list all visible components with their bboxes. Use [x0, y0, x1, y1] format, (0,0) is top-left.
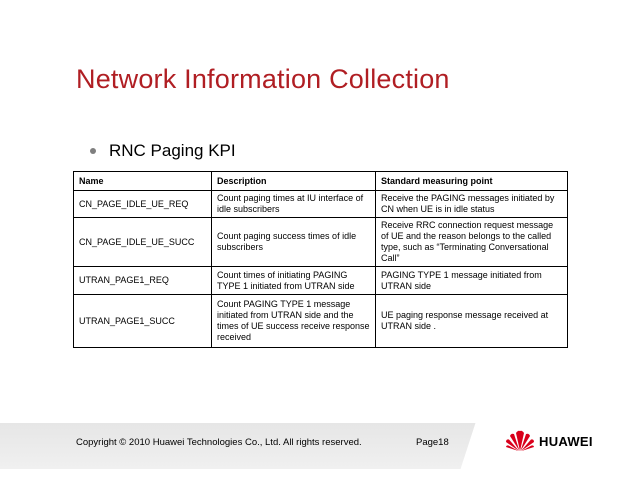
bullet-dot-icon — [90, 148, 96, 154]
cell-name: CN_PAGE_IDLE_UE_SUCC — [74, 218, 212, 267]
cell-description: Count PAGING TYPE 1 message initiated from UTRAN side and the times of UE success receive response received — [212, 295, 376, 348]
cell-measuring-point: PAGING TYPE 1 message initiated from UTRAN side — [376, 267, 568, 295]
huawei-flower-icon — [505, 430, 535, 452]
huawei-logo — [505, 430, 593, 452]
kpi-table — [73, 171, 568, 348]
cell-description: Count paging times at IU interface of idle subscribers — [212, 191, 376, 218]
cell-measuring-point: UE paging response message received at UTRAN side . — [376, 295, 568, 348]
header-measuring-point: Standard measuring point — [376, 172, 568, 191]
cell-name: CN_PAGE_IDLE_UE_REQ — [74, 191, 212, 218]
page-number: Page18 — [416, 437, 449, 448]
table-row — [74, 267, 568, 295]
bullet-text: RNC Paging KPI — [109, 141, 236, 160]
cell-measuring-point: Receive RRC connection request message of UE and the reason belongs to the called type, such as “Terminating Conversational Call” — [376, 218, 568, 267]
huawei-wordmark: HUAWEI — [539, 433, 593, 449]
table-row — [74, 191, 568, 218]
table-header-row — [74, 172, 568, 191]
table-row — [74, 218, 568, 267]
cell-description: Count times of initiating PAGING TYPE 1 initiated from UTRAN side — [212, 267, 376, 295]
header-description: Description — [212, 172, 376, 191]
header-name: Name — [74, 172, 212, 191]
cell-description: Count paging success times of idle subscribers — [212, 218, 376, 267]
copyright-text: Copyright © 2010 Huawei Technologies Co., Ltd. All rights reserved. — [76, 437, 362, 448]
cell-measuring-point: Receive the PAGING messages initiated by CN when UE is in idle status — [376, 191, 568, 218]
cell-name: UTRAN_PAGE1_REQ — [74, 267, 212, 295]
slide-title: Network Information Collection — [76, 64, 450, 94]
table-row — [74, 295, 568, 348]
bullet-item — [90, 140, 236, 162]
cell-name: UTRAN_PAGE1_SUCC — [74, 295, 212, 348]
